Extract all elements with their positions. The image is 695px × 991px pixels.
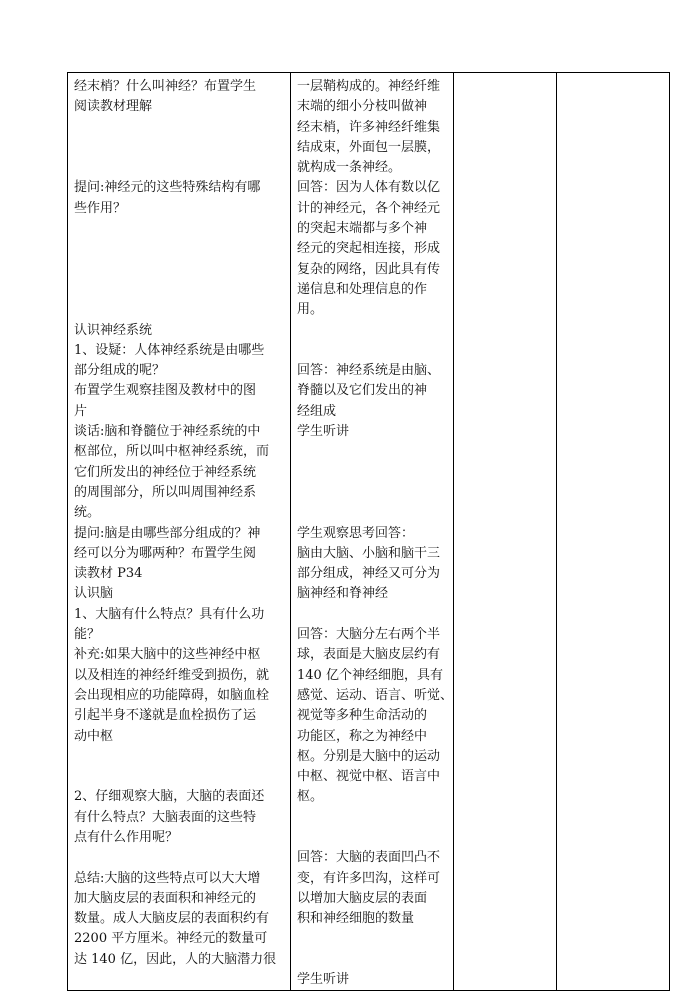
- text-line: 经可以分为哪两种？布置学生阅: [74, 545, 257, 561]
- text-line: 2200 平方厘米。神经元的数量可: [74, 931, 268, 947]
- text-line: 视觉等多种生命活动的: [297, 708, 428, 724]
- text-line: 部分组成的呢？: [74, 363, 166, 379]
- empty-cell-4: [557, 73, 670, 991]
- text-line: 点有什么作用呢？: [74, 829, 179, 845]
- text-line: 部分组成，神经又可分为: [297, 566, 441, 582]
- teacher-activity-text: [74, 77, 284, 970]
- text-line: 枢。分别是大脑中的运动: [297, 748, 441, 764]
- text-line: 变，有许多凹沟，这样可: [297, 870, 441, 886]
- lesson-table: [67, 72, 670, 991]
- text-line: 引起半身不遂就是血栓损伤了运: [74, 708, 257, 724]
- text-line: 片: [74, 403, 88, 419]
- text-line: 用。: [297, 302, 324, 318]
- text-line: 回答：大脑分左右两个半: [297, 627, 441, 643]
- text-line: 动中枢: [74, 728, 114, 744]
- text-line: 认识脑: [74, 586, 114, 602]
- text-line: 经元的突起相连接，形成: [297, 241, 441, 257]
- empty-cell-3: [454, 73, 557, 991]
- blank-line: [74, 118, 284, 138]
- blank-line: [74, 138, 284, 158]
- text-line: 球，表面是大脑皮层约有: [297, 647, 441, 663]
- text-line: 补充:如果大脑中的这些神经中枢: [74, 647, 261, 663]
- text-line: 总结:大脑的这些特点可以大大增: [74, 870, 261, 886]
- text-line: 枢。: [297, 789, 324, 805]
- text-line: 有什么特点？大脑表面的这些特: [74, 809, 257, 825]
- blank-line: [297, 828, 447, 848]
- text-line: 末端的细小分枝叫做神: [297, 99, 428, 115]
- text-line: 统。: [74, 505, 101, 521]
- blank-line: [74, 158, 284, 178]
- text-line: 加大脑皮层的表面积和神经元的: [74, 890, 257, 906]
- student-activity-cell: [291, 73, 454, 991]
- text-line: 能？: [74, 627, 101, 643]
- blank-line: [297, 929, 447, 949]
- text-line: 谈话:脑和脊髓位于神经系统的中: [74, 424, 261, 440]
- text-line: 枢部位，所以叫中枢神经系统，而: [74, 444, 270, 460]
- blank-line: [297, 808, 447, 828]
- text-line: 就构成一条神经。: [297, 160, 402, 176]
- text-line: 功能区，称之为神经中: [297, 728, 428, 744]
- text-line: 2、仔细观察大脑，大脑的表面还: [74, 789, 265, 805]
- text-line: 140 亿个神经细胞，具有: [297, 667, 443, 683]
- text-line: 1、大脑有什么特点？具有什么功: [74, 606, 265, 622]
- text-line: 读教材 P34: [74, 566, 143, 582]
- text-line: 回答：因为人体有数以亿: [297, 180, 441, 196]
- blank-line: [297, 483, 447, 503]
- text-line: 达 140 亿，因此，人的大脑潜力很: [74, 951, 277, 967]
- table-row: [68, 73, 670, 991]
- blank-line: [74, 300, 284, 320]
- blank-line: [297, 605, 447, 625]
- text-line: 一层鞘构成的。神经纤维: [297, 79, 441, 94]
- blank-line: [74, 260, 284, 280]
- blank-line: [74, 280, 284, 300]
- text-line: 以及相连的神经纤维受到损伤，就: [74, 667, 270, 683]
- text-line: 它们所发出的神经位于神经系统: [74, 464, 257, 480]
- text-line: 递信息和处理信息的作: [297, 281, 428, 297]
- text-line: 中枢、视觉中枢、语言中: [297, 769, 441, 785]
- text-line: 提问:神经元的这些特殊结构有哪: [74, 180, 261, 196]
- text-line: 经末梢，许多神经纤维集: [297, 119, 441, 135]
- text-line: 积和神经细胞的数量: [297, 911, 415, 927]
- text-line: 1、设疑：人体神经系统是由哪些: [74, 342, 265, 358]
- text-line: 脑神经和脊神经: [297, 586, 389, 602]
- text-line: 会出现相应的功能障碍，如脑血栓: [74, 687, 270, 703]
- text-line: 的周围部分，所以叫周围神经系: [74, 484, 257, 500]
- blank-line: [74, 747, 284, 767]
- text-line: 计的神经元，各个神经元: [297, 200, 441, 216]
- blank-line: [74, 219, 284, 239]
- text-line: 的突起末端都与多个神: [297, 221, 428, 237]
- blank-line: [297, 341, 447, 361]
- text-line: 结成束，外面包一层膜，: [297, 139, 441, 155]
- text-line: 学生观察思考回答：: [297, 525, 415, 541]
- text-line: 脑由大脑、小脑和脑干三: [297, 545, 441, 561]
- text-line: 以增加大脑皮层的表面: [297, 890, 428, 906]
- teacher-activity-cell: [68, 73, 291, 991]
- blank-line: [297, 950, 447, 970]
- blank-line: [74, 848, 284, 868]
- blank-line: [297, 503, 447, 523]
- text-line: 经末梢？什么叫神经？布置学生: [74, 79, 257, 94]
- text-line: 回答：神经系统是由脑、: [297, 363, 441, 379]
- blank-line: [297, 321, 447, 341]
- text-line: 些作用？: [74, 200, 127, 216]
- blank-line: [297, 463, 447, 483]
- text-line: 布置学生观察挂图及教材中的图: [74, 383, 257, 399]
- text-line: 学生听讲: [297, 424, 350, 440]
- text-line: 经组成: [297, 403, 337, 419]
- text-line: 脊髓以及它们发出的神: [297, 383, 428, 399]
- student-activity-text: [297, 77, 454, 990]
- text-line: 认识神经系统: [74, 322, 153, 338]
- blank-line: [74, 239, 284, 259]
- text-line: 学生听讲: [297, 972, 350, 988]
- text-line: 阅读教材理解: [74, 99, 153, 115]
- text-line: 回答：大脑的表面凹凸不: [297, 850, 441, 866]
- blank-line: [74, 767, 284, 787]
- text-line: 数量。成人大脑皮层的表面积约有: [74, 911, 270, 927]
- text-line: 感觉、运动、语言、听觉、: [297, 687, 454, 703]
- text-line: 复杂的网络，因此具有传: [297, 261, 441, 277]
- blank-line: [297, 442, 447, 462]
- text-line: 提问:脑是由哪些部分组成的？神: [74, 525, 261, 541]
